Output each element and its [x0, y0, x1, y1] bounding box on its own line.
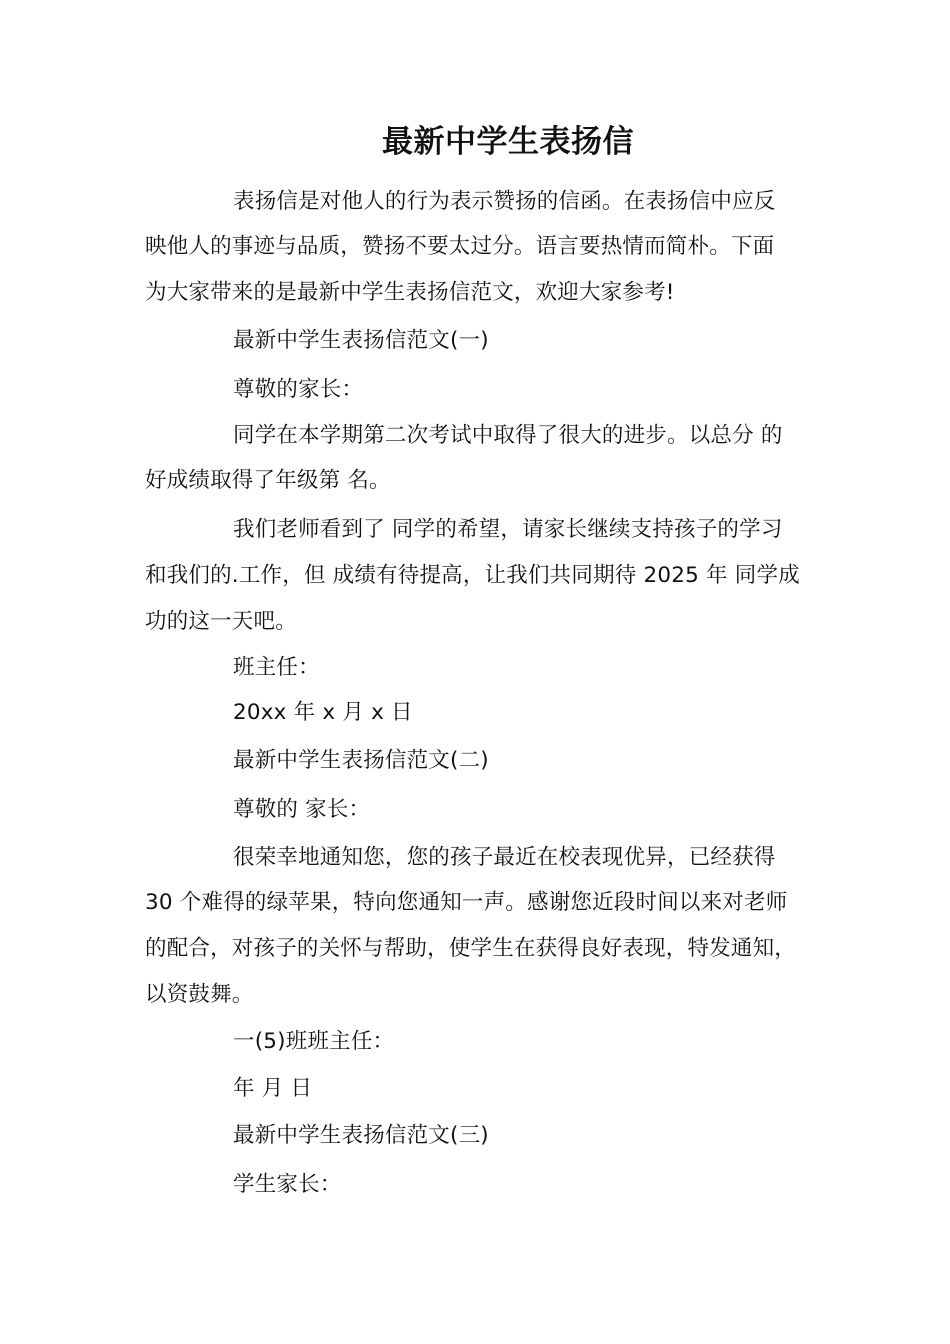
letter1-line-2: 好成绩取得了年级第 名。: [145, 468, 391, 493]
letter1-line-1: 同学在本学期第二次考试中取得了很大的进步。以总分 的: [233, 423, 783, 448]
salutation-3: 学生家长：: [233, 1172, 342, 1197]
letter2-line-1: 很荣幸地通知您，您的孩子最近在校表现优异，已经获得: [233, 845, 776, 870]
salutation-2: 尊敬的 家长：: [233, 797, 371, 822]
letter1-line-3: 我们老师看到了 同学的希望，请家长继续支持孩子的学习: [233, 517, 783, 542]
intro-line-2: 映他人的事迹与品质，赞扬不要太过分。语言要热情而简朴。下面: [145, 234, 775, 259]
letter1-line-5: 功的这一天吧。: [145, 609, 297, 634]
signature-1: 班主任：: [233, 655, 320, 680]
salutation-1: 尊敬的家长：: [233, 377, 364, 402]
intro-line-3: 为大家带来的是最新中学生表扬信范文，欢迎大家参考!: [145, 280, 675, 305]
date-1: 20xx 年 x 月 x 日: [233, 700, 413, 725]
letter2-line-4: 以资鼓舞。: [145, 982, 254, 1007]
signature-2: 一(5)班班主任：: [233, 1029, 395, 1054]
document-title: 最新中学生表扬信: [382, 124, 634, 160]
letter2-line-2: 30 个难得的绿苹果，特向您通知一声。感谢您近段时间以来对老师: [145, 890, 788, 915]
section-heading-3: 最新中学生表扬信范文(三): [233, 1123, 489, 1148]
section-heading-1: 最新中学生表扬信范文(一): [233, 328, 489, 353]
section-heading-2: 最新中学生表扬信范文(二): [233, 748, 489, 773]
date-2: 年 月 日: [233, 1076, 313, 1101]
letter2-line-3: 的配合，对孩子的关怀与帮助，使学生在获得良好表现，特发通知，: [145, 936, 797, 961]
letter1-line-4: 和我们的.工作，但 成绩有待提高，让我们共同期待 2025 年 同学成: [145, 563, 800, 588]
intro-line-1: 表扬信是对他人的行为表示赞扬的信函。在表扬信中应反: [233, 189, 776, 214]
